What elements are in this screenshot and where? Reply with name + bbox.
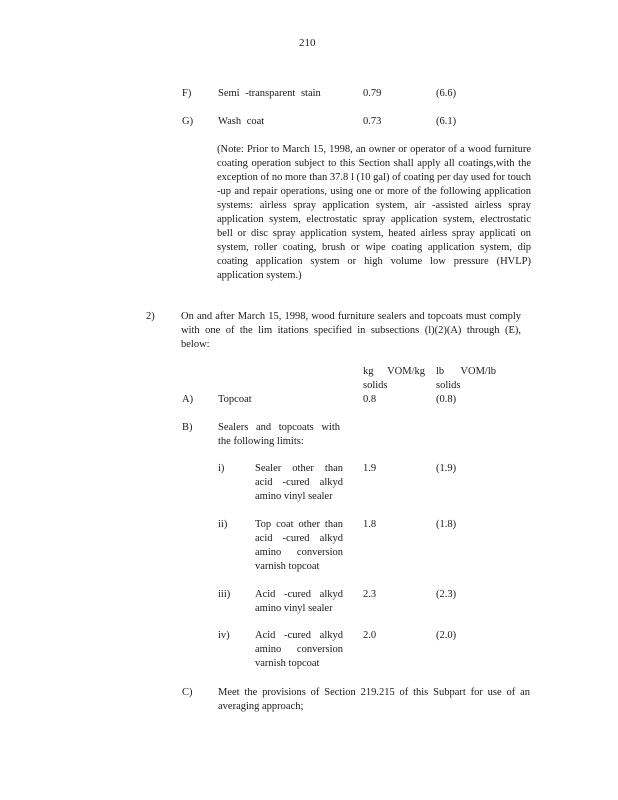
item-c-text: Meet the provisions of Section 219.215 of this Subpart for use of an averaging approach;	[218, 687, 530, 712]
row-f-name: Semi -transparent stain	[218, 88, 321, 99]
sub-item-kg: 2.0	[363, 630, 377, 641]
sub-item-label: i)	[218, 463, 225, 474]
sub-item-label: ii)	[218, 519, 228, 530]
section-2-text: On and after March 15, 1998, wood furniture sealers and topcoats must comply with one of the lim itations specified in subsections (l)(2)(A) through (E), below:	[181, 311, 521, 350]
sub-item-text: Sealer other than acid -cured alkyd amino vinyl sealer	[255, 463, 343, 502]
sub-item-lb: (1.8)	[436, 519, 457, 530]
page-number: 210	[299, 37, 316, 49]
item-a-label: A)	[182, 394, 194, 405]
row-f-lb: (6.6)	[436, 88, 457, 99]
section-2-number: 2)	[146, 311, 155, 322]
row-f-kg: 0.79	[363, 88, 382, 99]
sub-item-text: Acid -cured alkyd amino conversion varnish topcoat	[255, 630, 343, 669]
header-lb-vom: lb VOM/lb solids	[436, 366, 496, 391]
row-g-name: Wash coat	[218, 116, 265, 127]
item-a-kg: 0.8	[363, 394, 377, 405]
item-a-name: Topcoat	[218, 394, 252, 405]
sub-item-kg: 1.9	[363, 463, 377, 474]
item-c-label: C)	[182, 687, 193, 698]
sub-item-text: Acid -cured alkyd amino vinyl sealer	[255, 589, 343, 614]
row-f-label: F)	[182, 88, 192, 99]
item-a-lb: (0.8)	[436, 394, 457, 405]
note-paragraph: (Note: Prior to March 15, 1998, an owner or operator of a wood furniture coating operation subject to this Section shall apply all coatings,with the exception of no more than 37.8 l (10 gal) of coating per day used for touch -up and repair operations, using one or more of the following application systems: airless spray application system, air -assisted airless spray application system, electrostatic spray application system, electrostatic bell or disc spray application system, heated airless spray applicati on system, roller coating, brush or wipe coating application system, dip coating application system or high volume low pressure (HVLP) application system.)	[217, 144, 531, 281]
sub-item-label: iii)	[218, 589, 231, 600]
row-g-kg: 0.73	[363, 116, 382, 127]
sub-item-kg: 1.8	[363, 519, 377, 530]
sub-item-lb: (2.3)	[436, 589, 457, 600]
sub-item-kg: 2.3	[363, 589, 377, 600]
sub-item-label: iv)	[218, 630, 230, 641]
row-g-lb: (6.1)	[436, 116, 457, 127]
item-b-label: B)	[182, 422, 193, 433]
sub-item-lb: (2.0)	[436, 630, 457, 641]
sub-item-lb: (1.9)	[436, 463, 457, 474]
sub-item-text: Top coat other than acid -cured alkyd amino conversion varnish topcoat	[255, 519, 343, 572]
header-kg-vom: kg VOM/kg solids	[363, 366, 425, 391]
item-b-text: Sealers and topcoats with the following limits:	[218, 422, 340, 447]
row-g-label: G)	[182, 116, 194, 127]
